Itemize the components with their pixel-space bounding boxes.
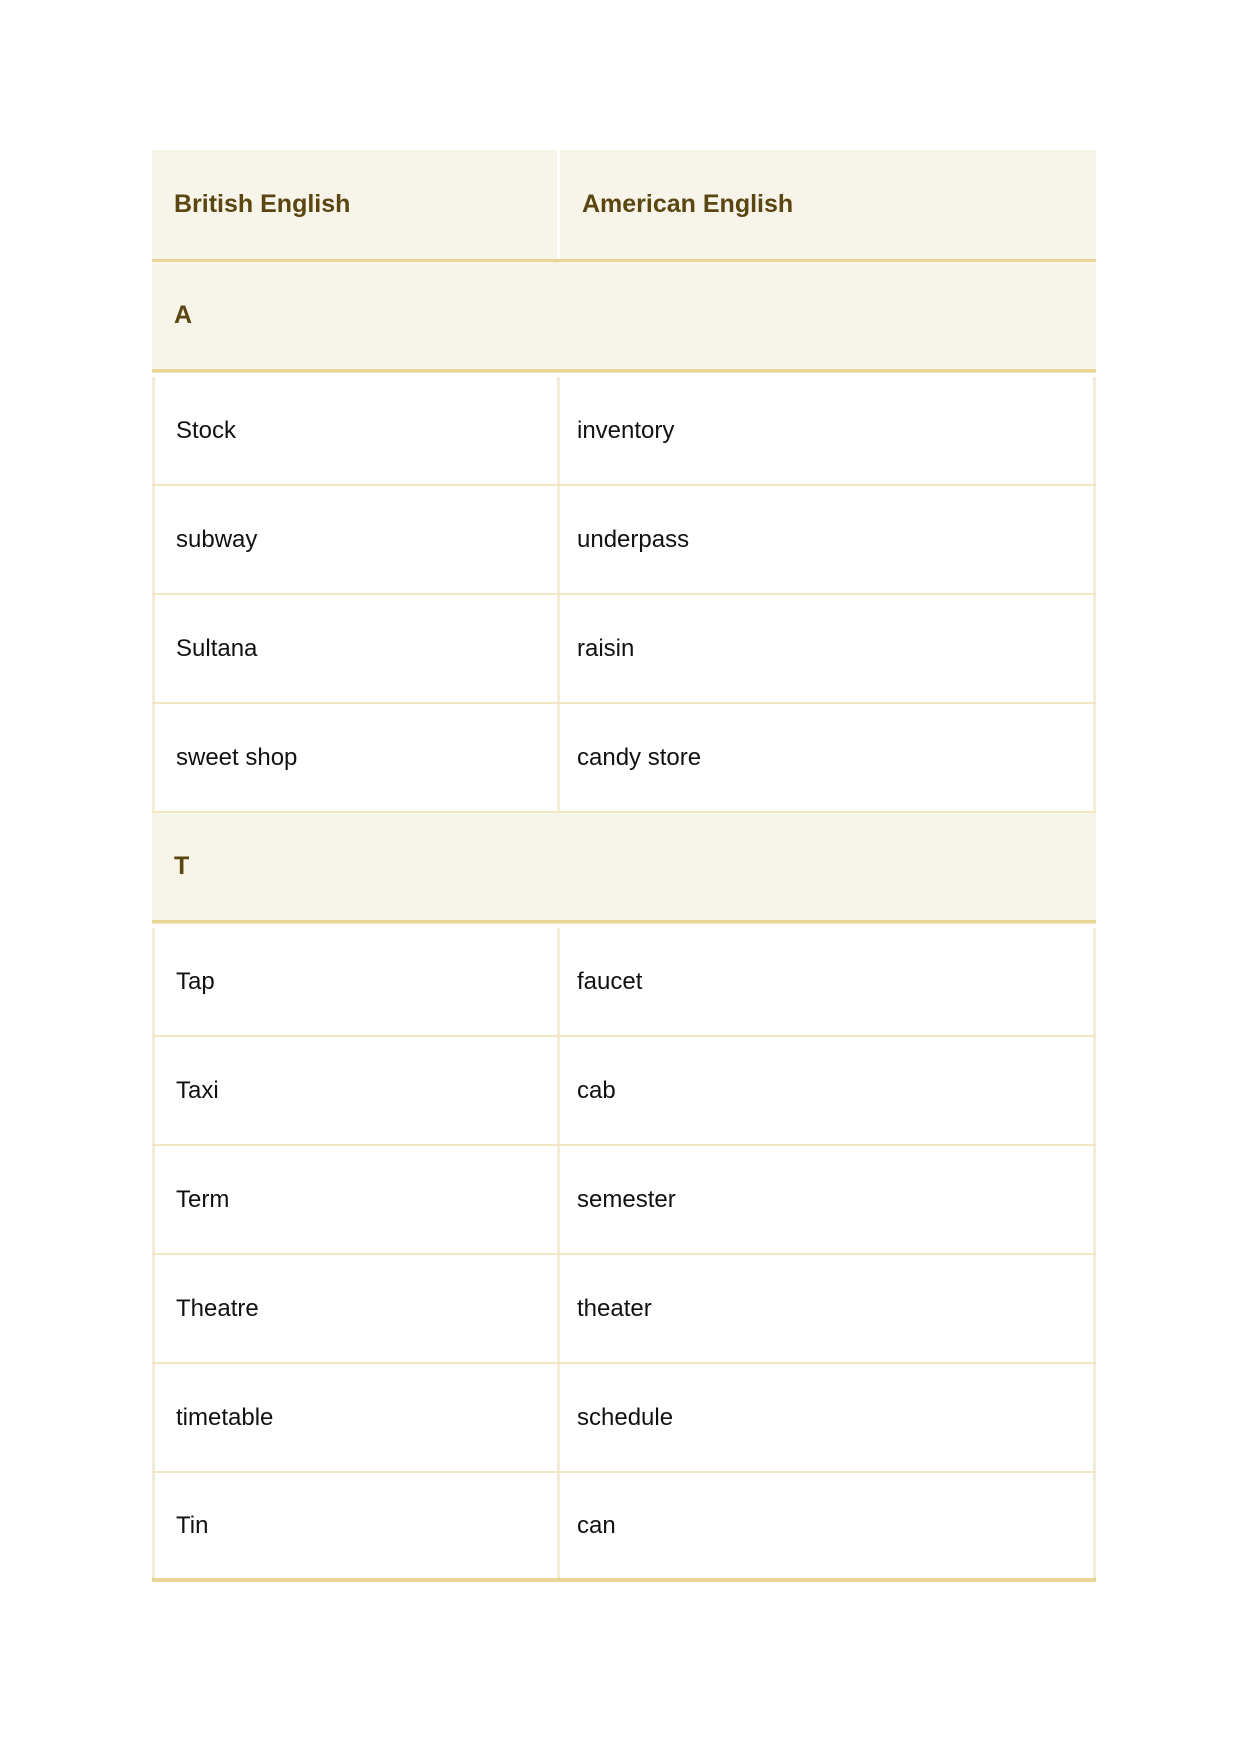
table-row xyxy=(152,1473,1096,1582)
british-term: Term xyxy=(152,1146,560,1253)
british-term: Theatre xyxy=(152,1255,560,1362)
section-row-t xyxy=(152,813,1096,923)
table-row xyxy=(152,704,1096,813)
american-term: candy store xyxy=(560,704,1096,811)
header-american-english: American English xyxy=(582,190,794,218)
american-term: can xyxy=(560,1473,1096,1578)
header-british-english: British English xyxy=(152,150,560,259)
british-term: Sultana xyxy=(152,595,560,702)
table-row xyxy=(152,486,1096,595)
table-row xyxy=(152,1255,1096,1364)
british-term: Taxi xyxy=(152,1037,560,1144)
british-term: subway xyxy=(152,486,560,593)
table-row xyxy=(152,928,1096,1037)
american-term: semester xyxy=(560,1146,1096,1253)
vocabulary-table xyxy=(152,150,1096,1582)
section-letter: A xyxy=(174,301,193,329)
american-term: cab xyxy=(560,1037,1096,1144)
american-term: faucet xyxy=(560,928,1096,1035)
table-row xyxy=(152,1364,1096,1473)
table-row xyxy=(152,1146,1096,1255)
american-term: theater xyxy=(560,1255,1096,1362)
british-term: timetable xyxy=(152,1364,560,1471)
american-term: schedule xyxy=(560,1364,1096,1471)
british-term: sweet shop xyxy=(152,704,560,811)
british-term: Tin xyxy=(152,1473,560,1578)
american-term: inventory xyxy=(560,377,1096,484)
section-letter: T xyxy=(174,852,190,880)
american-term: raisin xyxy=(560,595,1096,702)
table-row xyxy=(152,1037,1096,1146)
table-row xyxy=(152,377,1096,486)
british-term: Tap xyxy=(152,928,560,1035)
section-row-a xyxy=(152,262,1096,372)
american-term: underpass xyxy=(560,486,1096,593)
british-term: Stock xyxy=(152,377,560,484)
table-row xyxy=(152,595,1096,704)
table-header-row xyxy=(152,150,1096,262)
